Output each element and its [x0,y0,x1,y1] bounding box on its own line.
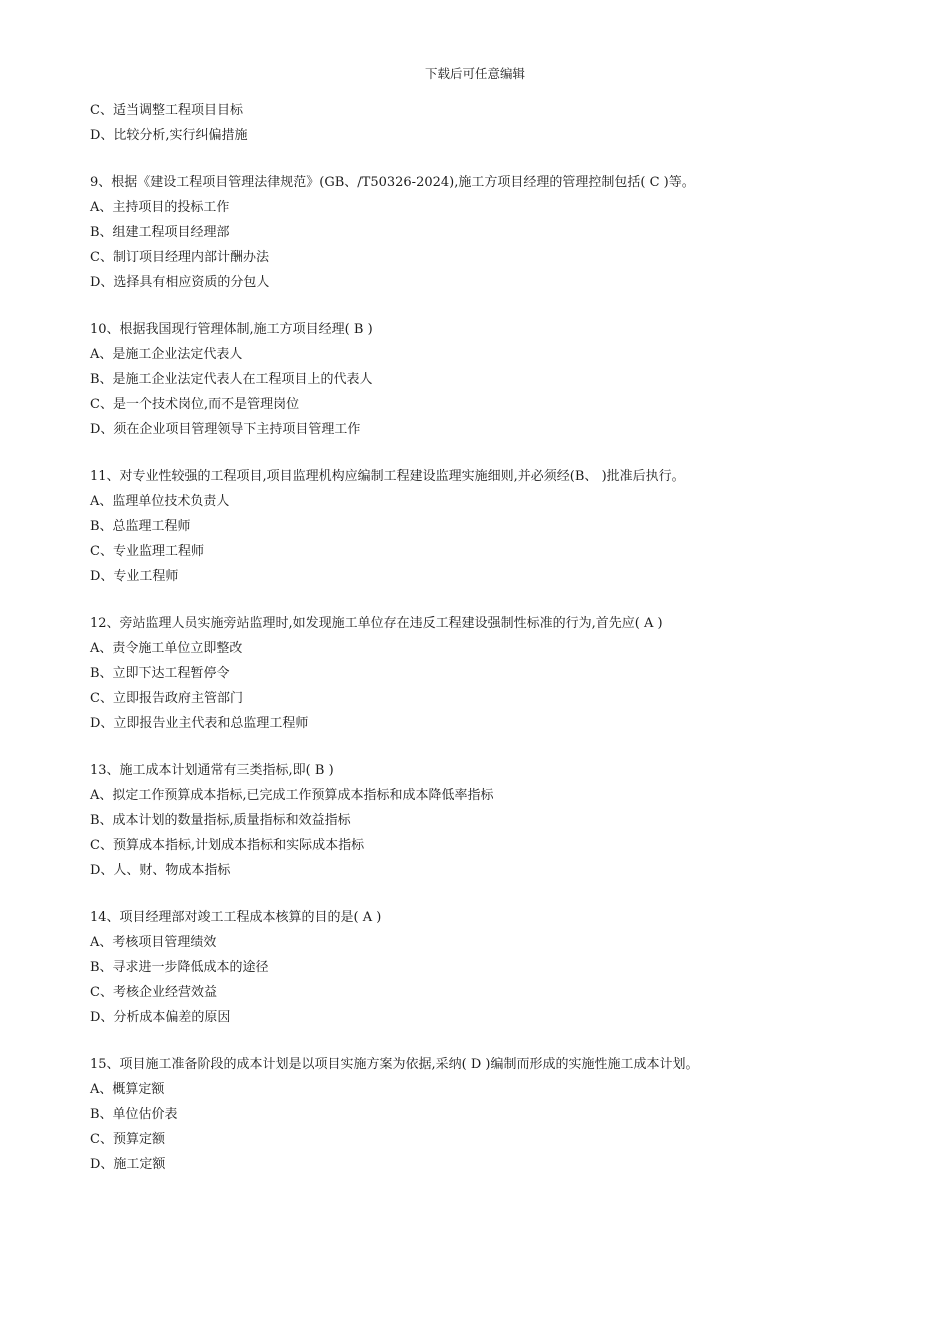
option-text: D、施工定额 [90,1157,166,1172]
option-text: D、须在企业项目管理领导下主持项目管理工作 [90,422,361,437]
option-text: A、责令施工单位立即整改 [90,641,243,656]
document-body [90,98,890,1177]
lead-options [90,98,890,148]
question-13 [90,758,890,883]
option-text: B、单位估价表 [90,1107,178,1122]
option-text: C、专业监理工程师 [90,544,204,559]
option-text: C、是一个技术岗位,而不是管理岗位 [90,397,300,412]
option-text: A、概算定额 [90,1082,165,1097]
question-14 [90,905,890,1030]
option-text: C、适当调整工程项目目标 [90,103,243,118]
option-text: C、制订项目经理内部计酬办法 [90,250,269,265]
question-11 [90,464,890,589]
option-text: B、总监理工程师 [90,519,191,534]
option-text: C、立即报告政府主管部门 [90,691,243,706]
option-text: D、选择具有相应资质的分包人 [90,275,270,290]
option-text: D、分析成本偏差的原因 [90,1010,231,1025]
option-text: B、是施工企业法定代表人在工程项目上的代表人 [90,372,373,387]
question-stem: 13、施工成本计划通常有三类指标,即( B ) [90,763,334,778]
page-header: 下载后可任意编辑 [424,66,525,81]
option-text: A、主持项目的投标工作 [90,200,230,215]
option-text: A、监理单位技术负责人 [90,494,230,509]
question-stem: 14、项目经理部对竣工工程成本核算的目的是( A ) [90,910,382,925]
option-text: D、人、财、物成本指标 [90,863,231,878]
option-text: B、立即下达工程暂停令 [90,666,230,681]
option-text: C、考核企业经营效益 [90,985,217,1000]
option-text: A、考核项目管理绩效 [90,935,217,950]
option-text: A、是施工企业法定代表人 [90,347,243,362]
option-text: A、拟定工作预算成本指标,已完成工作预算成本指标和成本降低率指标 [90,788,494,803]
question-stem: 11、对专业性较强的工程项目,项目监理机构应编制工程建设监理实施细则,并必须经(B、 )批准后执行。 [90,469,685,484]
option-text: B、组建工程项目经理部 [90,225,230,240]
option-text: C、预算成本指标,计划成本指标和实际成本指标 [90,838,365,853]
option-text: D、比较分析,实行纠偏措施 [90,128,248,143]
option-text: B、成本计划的数量指标,质量指标和效益指标 [90,813,351,828]
question-10 [90,317,890,442]
option-text: B、寻求进一步降低成本的途径 [90,960,269,975]
option-text: D、立即报告业主代表和总监理工程师 [90,716,309,731]
question-stem: 9、根据《建设工程项目管理法律规范》(GB、/T50326-2024),施工方项目经理的管理控制包括( C )等。 [90,175,695,190]
question-stem: 12、旁站监理人员实施旁站监理时,如发现施工单位存在违反工程建设强制性标准的行为,首先应( A ) [90,616,663,631]
question-stem: 10、根据我国现行管理体制,施工方项目经理( B ) [90,322,373,337]
question-9 [90,170,890,295]
question-12 [90,611,890,736]
option-text: C、预算定额 [90,1132,165,1147]
question-stem: 15、项目施工准备阶段的成本计划是以项目实施方案为依据,采纳( D )编制而形成的实施性施工成本计划。 [90,1057,699,1072]
question-15 [90,1052,890,1177]
option-text: D、专业工程师 [90,569,179,584]
